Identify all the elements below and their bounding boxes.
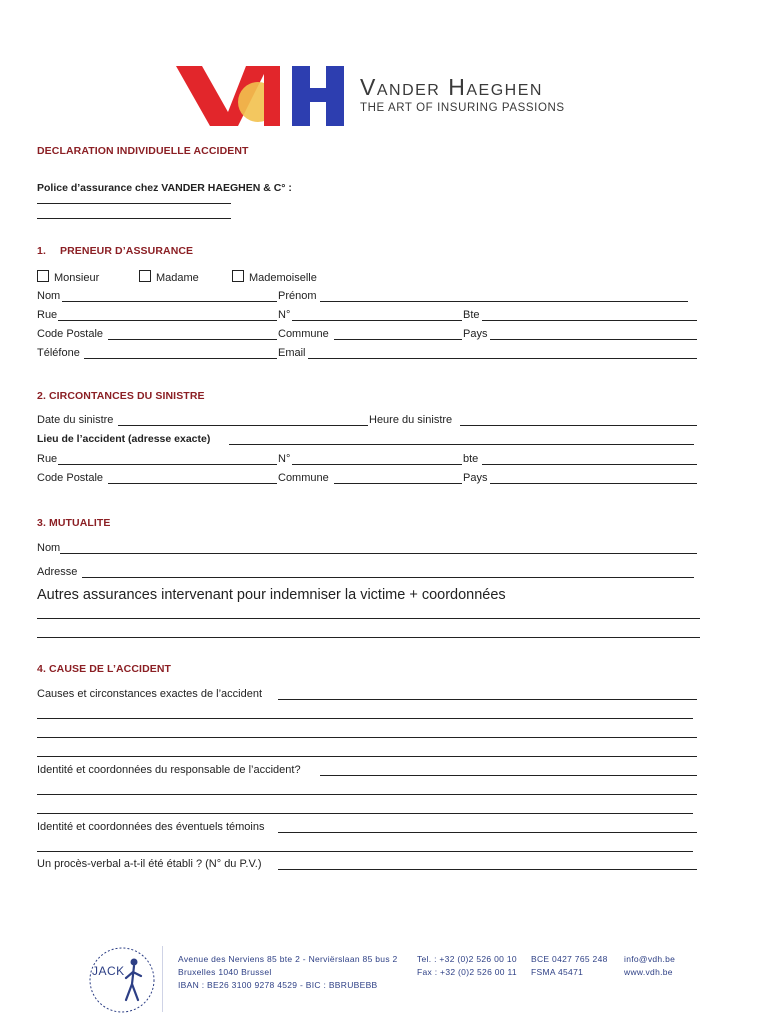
field-date[interactable] [118, 425, 368, 426]
label-autres-assurances: Autres assurances intervenant pour indemniser la victime + coordonnées [37, 587, 506, 603]
field-code-postale-2[interactable] [108, 483, 277, 484]
website-link[interactable]: www.vdh.be [624, 967, 673, 977]
policy-label: Police d’assurance chez VANDER HAEGHEN & C° : [37, 182, 292, 194]
field-rue[interactable] [58, 320, 277, 321]
field-nom[interactable] [62, 301, 277, 302]
checkbox-box[interactable] [139, 270, 151, 282]
field-telephone[interactable] [84, 358, 277, 359]
field-lieu[interactable] [229, 444, 694, 445]
bce-line: BCE 0427 765 248 [531, 954, 608, 964]
label-numero-2: N° [278, 453, 291, 465]
checkbox-madame[interactable] [139, 270, 199, 285]
label-bte-2: bte [463, 453, 479, 465]
label-numero: N° [278, 309, 291, 321]
label-commune-2: Commune [278, 472, 329, 484]
field-mutualite-adresse[interactable] [82, 577, 694, 578]
label-code-postale: Code Postale [37, 328, 104, 340]
label-nom: Nom [37, 290, 61, 302]
footer-divider [162, 946, 163, 1012]
label-causes: Causes et circonstances exactes de l’accident [37, 688, 263, 700]
footer-phone [417, 953, 517, 979]
footer-bce [531, 953, 608, 979]
label-pays: Pays [463, 328, 488, 340]
phone-line: Tel. : +32 (0)2 526 00 10 [417, 954, 517, 964]
label-heure: Heure du sinistre [369, 414, 453, 426]
brand-name: Vander Haeghen [360, 74, 543, 100]
field-bte-2[interactable] [482, 464, 697, 465]
address-line-3: IBAN : BE26 3100 9278 4529 - BIC : BBRUBEBB [178, 980, 378, 990]
field-responsable-2[interactable] [37, 794, 697, 795]
field-numero-2[interactable] [292, 464, 462, 465]
checkbox-label: Mademoiselle [249, 272, 317, 284]
footer-address [178, 953, 398, 992]
seal-text: JACK [92, 964, 125, 978]
field-temoins[interactable] [278, 832, 697, 833]
field-autres-1[interactable] [37, 618, 700, 619]
field-responsable-3[interactable] [37, 813, 693, 814]
section1-heading: PRENEUR D’ASSURANCE [60, 245, 194, 257]
label-rue-2: Rue [37, 453, 58, 465]
field-causes[interactable] [278, 699, 697, 700]
field-prenom[interactable] [320, 301, 688, 302]
field-autres-2[interactable] [37, 637, 700, 638]
label-bte: Bte [463, 309, 480, 321]
label-proces-verbal: Un procès-verbal a-t-il été établi ? (N° du P.V.) [37, 858, 262, 870]
label-date: Date du sinistre [37, 414, 114, 426]
field-causes-2[interactable] [37, 718, 693, 719]
fsma-line: FSMA 45471 [531, 967, 584, 977]
section3-heading: 3. MUTUALITE [37, 517, 111, 529]
label-temoins: Identité et coordonnées des éventuels témoins [37, 821, 265, 833]
label-responsable: Identité et coordonnées du responsable de l’accident? [37, 764, 301, 776]
field-temoins-2[interactable] [37, 851, 693, 852]
checkbox-box[interactable] [37, 270, 49, 282]
label-prenom: Prénom [278, 290, 317, 302]
field-rue-2[interactable] [58, 464, 277, 465]
brand-tagline: THE ART OF INSURING PASSIONS [360, 102, 565, 114]
label-telephone: Téléfone [37, 347, 80, 359]
address-line-2: Bruxelles 1040 Brussel [178, 967, 272, 977]
jack-seal [86, 944, 158, 1016]
field-mutualite-nom[interactable] [60, 553, 697, 554]
checkbox-mademoiselle[interactable] [232, 270, 317, 285]
policy-line-1[interactable] [37, 203, 231, 204]
field-pays[interactable] [490, 339, 697, 340]
field-causes-3[interactable] [37, 737, 697, 738]
section4-heading: 4. CAUSE DE L’ACCIDENT [37, 663, 172, 675]
field-numero[interactable] [292, 320, 462, 321]
label-commune: Commune [278, 328, 329, 340]
label-email: Email [278, 347, 306, 359]
field-code-postale[interactable] [108, 339, 277, 340]
company-logo [176, 62, 616, 128]
section1-number: 1. [37, 245, 46, 257]
email-link[interactable]: info@vdh.be [624, 954, 676, 964]
label-rue: Rue [37, 309, 58, 321]
field-commune-2[interactable] [334, 483, 462, 484]
vdh-logo-mark [176, 62, 346, 128]
field-bte[interactable] [482, 320, 697, 321]
fax-line: Fax : +32 (0)2 526 00 11 [417, 967, 517, 977]
label-mutualite-adresse: Adresse [37, 566, 78, 578]
field-heure[interactable] [460, 425, 697, 426]
field-causes-4[interactable] [37, 756, 697, 757]
jack-seal-icon [86, 944, 158, 1016]
label-lieu: Lieu de l’accident (adresse exacte) [37, 433, 211, 445]
field-pays-2[interactable] [490, 483, 697, 484]
field-email[interactable] [308, 358, 697, 359]
footer-web [624, 953, 675, 979]
field-responsable[interactable] [320, 775, 697, 776]
checkbox-monsieur[interactable] [37, 270, 99, 285]
checkbox-label: Madame [156, 272, 199, 284]
label-code-postale-2: Code Postale [37, 472, 104, 484]
address-line-1: Avenue des Nerviens 85 bte 2 - Nerviërslaan 85 bus 2 [178, 954, 398, 964]
checkbox-box[interactable] [232, 270, 244, 282]
field-commune[interactable] [334, 339, 462, 340]
section2-heading: 2. CIRCONTANCES DU SINISTRE [37, 390, 205, 402]
field-proces-verbal[interactable] [278, 869, 697, 870]
label-pays-2: Pays [463, 472, 488, 484]
policy-line-2[interactable] [37, 218, 231, 219]
label-mutualite-nom: Nom [37, 542, 61, 554]
document-title: DECLARATION INDIVIDUELLE ACCIDENT [37, 145, 249, 157]
checkbox-label: Monsieur [54, 272, 100, 284]
